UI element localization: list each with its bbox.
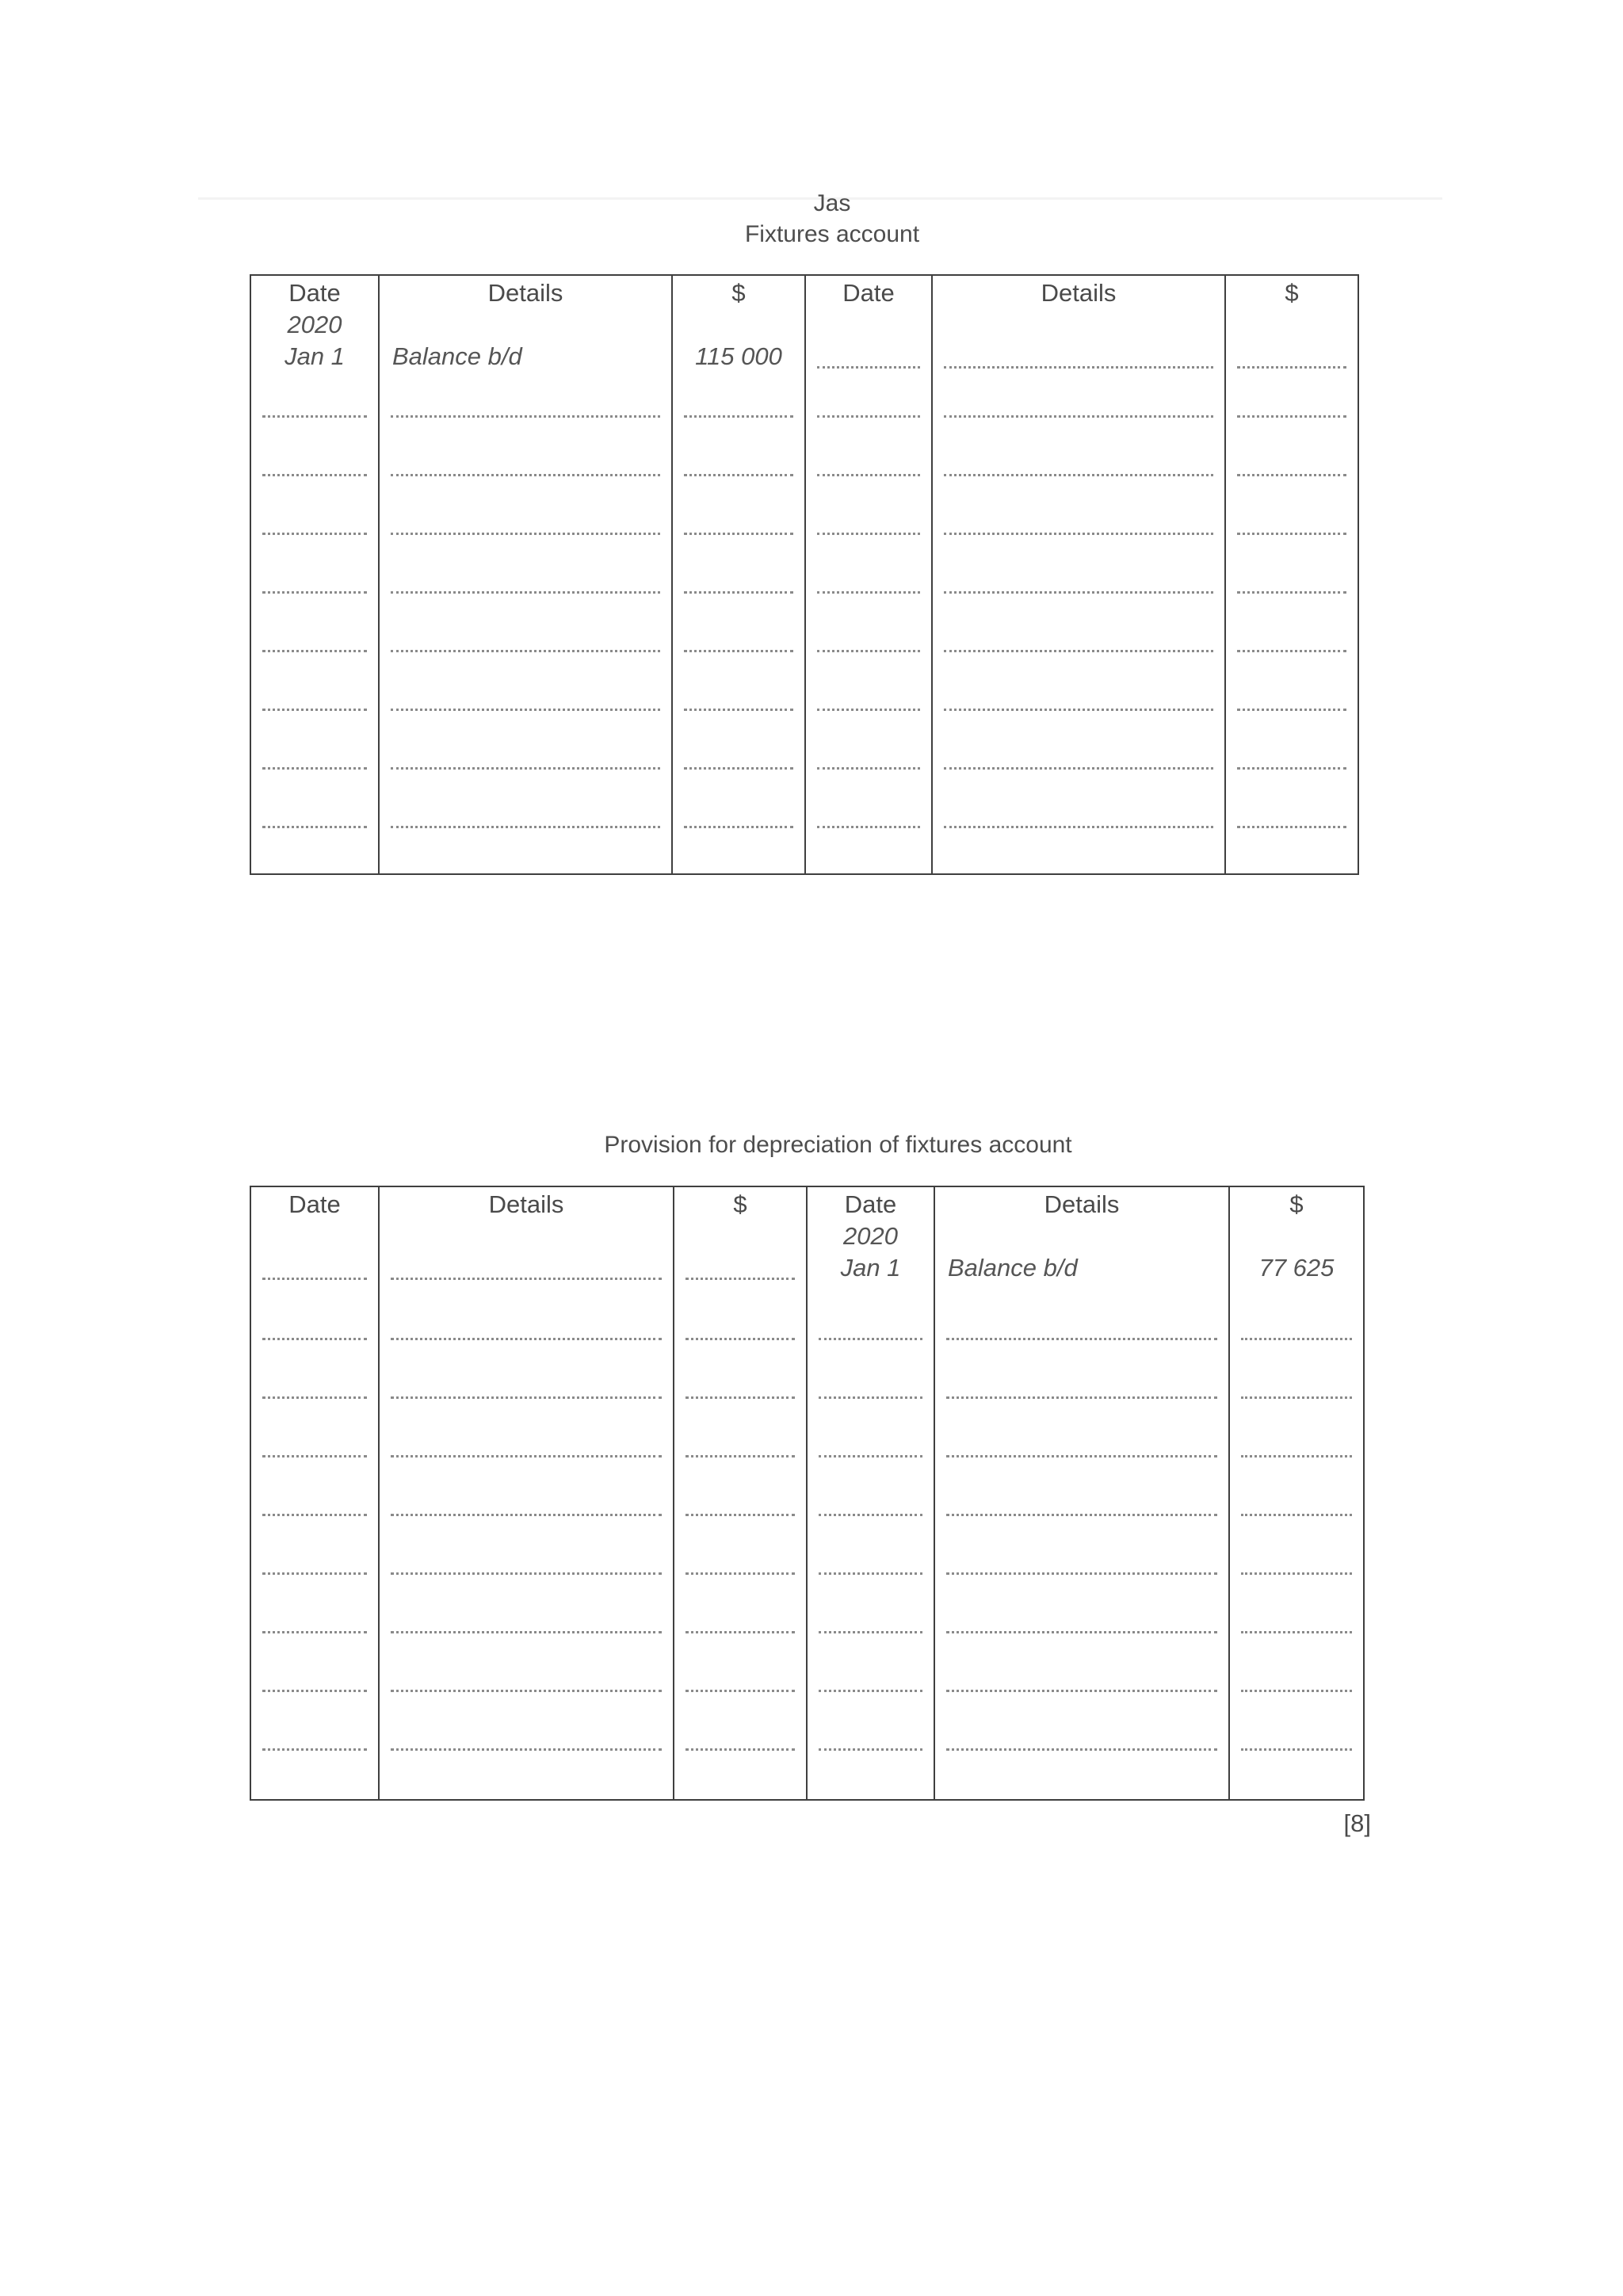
answer-line[interactable] <box>817 474 920 476</box>
answer-line[interactable] <box>819 1690 922 1692</box>
column-header: Date <box>844 1190 897 1218</box>
answer-line[interactable] <box>262 650 367 652</box>
column-header: $ <box>733 1190 747 1218</box>
answer-line[interactable] <box>391 1338 662 1340</box>
column-header: Details <box>488 1190 564 1218</box>
answer-line[interactable] <box>391 826 660 828</box>
answer-line[interactable] <box>391 1748 662 1751</box>
provision-account-title: Provision for depreciation of fixtures account <box>604 1132 1072 1158</box>
answer-line[interactable] <box>262 826 367 828</box>
answer-line[interactable] <box>684 591 793 594</box>
answer-line[interactable] <box>684 767 793 770</box>
debit-amount-column <box>671 276 804 873</box>
answer-line[interactable] <box>391 709 660 711</box>
answer-line[interactable] <box>685 1338 795 1340</box>
answer-line[interactable] <box>944 533 1213 535</box>
answer-line[interactable] <box>685 1278 795 1280</box>
fixtures-account-title: Fixtures account <box>744 221 920 247</box>
debit-details-column <box>378 276 671 873</box>
answer-line[interactable] <box>1241 1690 1352 1692</box>
column-header: Details <box>487 279 563 307</box>
column-header: Details <box>1041 279 1117 307</box>
answer-line[interactable] <box>684 650 793 652</box>
answer-line[interactable] <box>944 650 1213 652</box>
answer-line[interactable] <box>817 650 920 652</box>
question-marks: [8] <box>1343 1809 1371 1837</box>
answer-line[interactable] <box>946 1631 1217 1633</box>
answer-line[interactable] <box>391 533 660 535</box>
answer-line[interactable] <box>819 1631 922 1633</box>
answer-line[interactable] <box>1237 826 1346 828</box>
answer-line[interactable] <box>944 709 1213 711</box>
provision-account-table <box>250 1186 1365 1801</box>
answer-line[interactable] <box>946 1572 1217 1575</box>
answer-line[interactable] <box>1237 709 1346 711</box>
credit-date-column <box>804 276 931 873</box>
answer-line[interactable] <box>685 1748 795 1751</box>
answer-line[interactable] <box>819 1338 922 1340</box>
column-header: Date <box>288 1190 341 1218</box>
document-header: Jas <box>813 190 851 216</box>
answer-line[interactable] <box>684 415 793 418</box>
answer-line[interactable] <box>262 1396 367 1399</box>
answer-line[interactable] <box>944 415 1213 418</box>
answer-line[interactable] <box>391 1396 662 1399</box>
answer-line[interactable] <box>391 591 660 594</box>
answer-line[interactable] <box>1241 1514 1352 1516</box>
answer-line[interactable] <box>819 1514 922 1516</box>
answer-line[interactable] <box>391 415 660 418</box>
answer-line[interactable] <box>685 1396 795 1399</box>
answer-line[interactable] <box>262 767 367 770</box>
answer-line[interactable] <box>946 1748 1217 1751</box>
answer-line[interactable] <box>817 826 920 828</box>
answer-line[interactable] <box>817 415 920 418</box>
answer-line[interactable] <box>262 709 367 711</box>
answer-line[interactable] <box>1237 533 1346 535</box>
debit-date-column <box>251 276 378 873</box>
answer-line[interactable] <box>685 1455 795 1457</box>
answer-line[interactable] <box>262 415 367 418</box>
answer-line[interactable] <box>262 591 367 594</box>
answer-line[interactable] <box>1237 474 1346 476</box>
answer-line[interactable] <box>1241 1455 1352 1457</box>
column-header: $ <box>731 279 746 307</box>
answer-line[interactable] <box>391 650 660 652</box>
answer-line[interactable] <box>817 591 920 594</box>
entry-amount: 77 625 <box>1258 1254 1335 1282</box>
answer-line[interactable] <box>262 1631 367 1633</box>
answer-line[interactable] <box>1237 650 1346 652</box>
answer-line[interactable] <box>946 1455 1217 1457</box>
answer-line[interactable] <box>819 1396 922 1399</box>
column-header: $ <box>1285 279 1299 307</box>
column-header: Date <box>288 279 341 307</box>
answer-line[interactable] <box>391 767 660 770</box>
answer-line[interactable] <box>817 767 920 770</box>
answer-line[interactable] <box>817 366 920 369</box>
answer-line[interactable] <box>391 1690 662 1692</box>
answer-line[interactable] <box>684 533 793 535</box>
answer-line[interactable] <box>946 1396 1217 1399</box>
answer-line[interactable] <box>262 1278 367 1280</box>
answer-line[interactable] <box>262 1514 367 1516</box>
answer-line[interactable] <box>817 533 920 535</box>
debit-amount-column <box>673 1187 806 1799</box>
answer-line[interactable] <box>1241 1338 1352 1340</box>
answer-line[interactable] <box>819 1455 922 1457</box>
answer-line[interactable] <box>262 1572 367 1575</box>
answer-line[interactable] <box>391 1572 662 1575</box>
answer-line[interactable] <box>1237 591 1346 594</box>
credit-amount-column <box>1224 276 1358 873</box>
answer-line[interactable] <box>1237 366 1346 369</box>
answer-line[interactable] <box>262 533 367 535</box>
answer-line[interactable] <box>1241 1631 1352 1633</box>
entry-date: Jan 1 <box>840 1254 901 1282</box>
answer-line[interactable] <box>685 1690 795 1692</box>
answer-line[interactable] <box>262 474 367 476</box>
answer-line[interactable] <box>819 1572 922 1575</box>
answer-line[interactable] <box>391 474 660 476</box>
credit-amount-column <box>1228 1187 1363 1799</box>
column-header: Details <box>1044 1190 1120 1218</box>
entry-details: Balance b/d <box>948 1254 1078 1282</box>
answer-line[interactable] <box>944 591 1213 594</box>
entry-details: Balance b/d <box>392 342 522 370</box>
answer-line[interactable] <box>946 1514 1217 1516</box>
answer-line[interactable] <box>684 474 793 476</box>
credit-details-column <box>931 276 1224 873</box>
credit-details-column <box>934 1187 1228 1799</box>
answer-line[interactable] <box>944 826 1213 828</box>
answer-line[interactable] <box>262 1690 367 1692</box>
answer-line[interactable] <box>685 1572 795 1575</box>
answer-line[interactable] <box>391 1278 662 1280</box>
answer-line[interactable] <box>1241 1572 1352 1575</box>
entry-date: Jan 1 <box>285 342 345 370</box>
answer-line[interactable] <box>946 1690 1217 1692</box>
column-header: Date <box>842 279 895 307</box>
credit-date-column <box>806 1187 934 1799</box>
answer-line[interactable] <box>262 1748 367 1751</box>
answer-line[interactable] <box>262 1338 367 1340</box>
answer-line[interactable] <box>944 366 1213 369</box>
answer-line[interactable] <box>685 1514 795 1516</box>
answer-line[interactable] <box>1237 767 1346 770</box>
answer-line[interactable] <box>684 709 793 711</box>
debit-date-column <box>251 1187 378 1799</box>
debit-details-column <box>378 1187 673 1799</box>
entry-amount: 115 000 <box>695 342 782 370</box>
answer-line[interactable] <box>391 1631 662 1633</box>
answer-line[interactable] <box>946 1338 1217 1340</box>
column-header: $ <box>1289 1190 1304 1218</box>
answer-line[interactable] <box>944 474 1213 476</box>
entry-year: 2020 <box>287 311 342 338</box>
fixtures-account-table <box>250 274 1359 875</box>
answer-line[interactable] <box>685 1631 795 1633</box>
answer-line[interactable] <box>819 1748 922 1751</box>
answer-line[interactable] <box>262 1455 367 1457</box>
answer-line[interactable] <box>944 767 1213 770</box>
answer-line[interactable] <box>684 826 793 828</box>
answer-line[interactable] <box>817 709 920 711</box>
entry-year: 2020 <box>843 1222 898 1250</box>
answer-line[interactable] <box>1241 1748 1352 1751</box>
answer-line[interactable] <box>1237 415 1346 418</box>
answer-line[interactable] <box>391 1514 662 1516</box>
answer-line[interactable] <box>1241 1396 1352 1399</box>
answer-line[interactable] <box>391 1455 662 1457</box>
